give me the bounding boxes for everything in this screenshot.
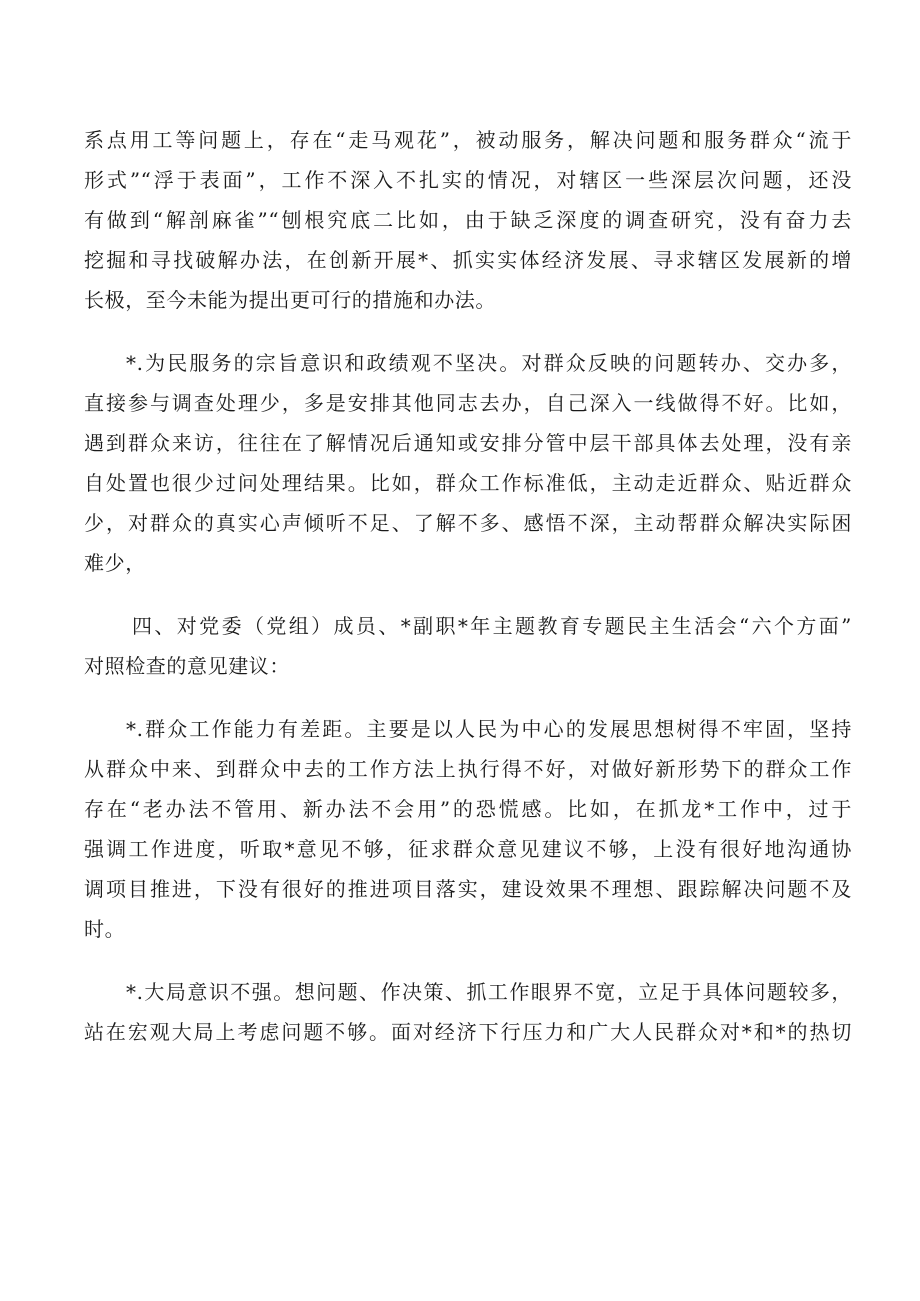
- text-line: 直接参与调查处理少，多是安排其他同志去办，自己深入一线做得不好。比如，: [84, 391, 852, 415]
- text-line: 挖掘和寻找破解办法，在创新开展*、抓实实体经济发展、寻求辖区发展新的增: [84, 248, 852, 272]
- text-line: *.大局意识不强。想问题、作决策、抓工作眼界不宽，立足于具体问题较多，: [126, 980, 852, 1004]
- text-line: 长极，至今未能为提出更可行的措施和办法。: [84, 288, 496, 312]
- text-line: 形式”“浮于表面”，工作不深入不扎实的情况，对辖区一些深层次问题，还没: [84, 168, 852, 192]
- document-body: [84, 120, 852, 1052]
- text-line: 站在宏观大局上考虑问题不够。面对经济下行压力和广大人民群众对*和*的热切: [84, 1020, 852, 1044]
- text-line: 调项目推进，下没有很好的推进项目落实，建设效果不理想、跟踪解决问题不及: [84, 877, 852, 901]
- text-line: 对照检查的意见建议：: [84, 654, 290, 678]
- text-line: 自处置也很少过问处理结果。比如，群众工作标准低，主动走近群众、贴近群众: [84, 471, 852, 495]
- text-line: 少，对群众的真实心声倾听不足、了解不多、感悟不深，主动帮群众解决实际困: [84, 511, 852, 535]
- section-heading: [84, 606, 852, 686]
- paragraph-2: [84, 343, 852, 583]
- text-line: 时。: [84, 917, 126, 941]
- text-line: 系点用工等问题上，存在“走马观花”，被动服务，解决问题和服务群众“流于: [84, 128, 852, 152]
- text-line: 难少，: [84, 551, 146, 575]
- text-line: 遇到群众来访，往往在了解情况后通知或安排分管中层干部具体去处理，没有亲: [84, 431, 852, 455]
- text-line: 从群众中来、到群众中去的工作方法上执行得不好，对做好新形势下的群众工作: [84, 757, 852, 781]
- text-line: *.为民服务的宗旨意识和政绩观不坚决。对群众反映的问题转办、交办多，: [126, 351, 852, 375]
- text-line: 有做到“解剖麻雀”“刨根究底二比如，由于缺乏深度的调查研究，没有奋力去: [84, 208, 852, 232]
- paragraph-4: [84, 972, 852, 1052]
- text-line: 四、对党委（党组）成员、*副职*年主题教育专题民主生活会“六个方面”: [132, 614, 852, 638]
- text-line: 存在“老办法不管用、新办法不会用”的恐慌感。比如，在抓龙*工作中，过于: [84, 797, 852, 821]
- paragraph-1: [84, 120, 852, 320]
- paragraph-3: [84, 709, 852, 949]
- text-line: 强调工作进度，听取*意见不够，征求群众意见建议不够，上没有很好地沟通协: [84, 837, 852, 861]
- text-line: *.群众工作能力有差距。主要是以人民为中心的发展思想树得不牢固，坚持: [126, 717, 852, 741]
